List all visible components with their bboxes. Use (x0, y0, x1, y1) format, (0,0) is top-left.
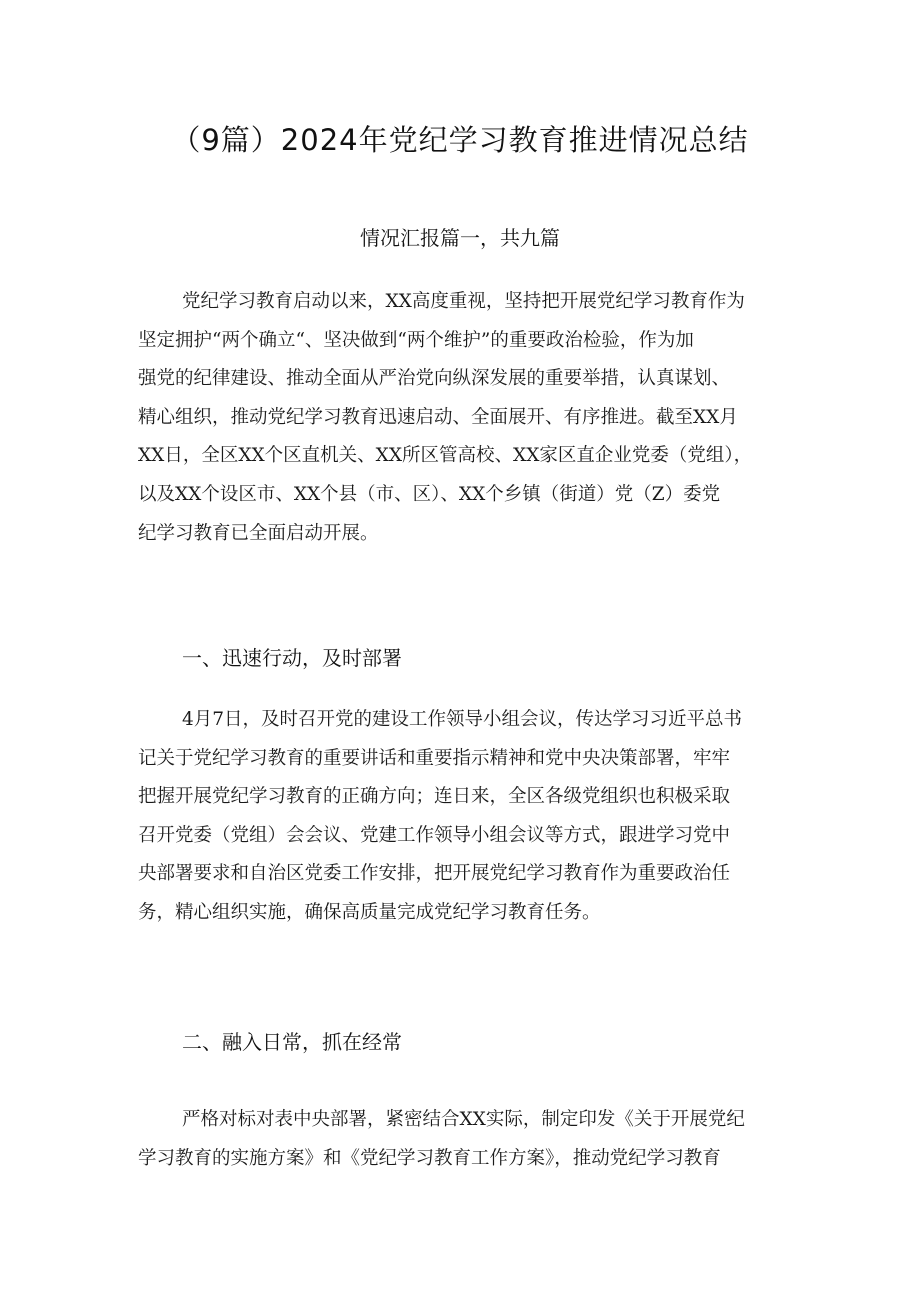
section-1-heading: 一、迅速行动，及时部署 (182, 646, 402, 670)
section-1-line: 4月7日，及时召开党的建设工作领导小组会议，传达学习习近平总书 (182, 709, 743, 730)
section-1-paragraph (138, 701, 798, 933)
intro-line: XX日，全区XX个区直机关、XX所区管高校、XX家区直企业党委（党组）， (138, 445, 753, 467)
section-1-line: 把握开展党纪学习教育的正确方向；连日来，全区各级党组织也积极采取 (138, 786, 731, 808)
section-2-line: 严格对标对表中央部署，紧密结合XX实际，制定印发《关于开展党纪 (182, 1109, 745, 1130)
section-2-heading: 二、融入日常，抓在经常 (182, 1030, 402, 1054)
section-2-paragraph (138, 1101, 798, 1178)
document-subtitle: 情况汇报篇一，共九篇 (360, 226, 560, 250)
section-2-line: 学习教育的实施方案》和《党纪学习教育工作方案》，推动党纪学习教育 (138, 1147, 721, 1169)
section-1-line: 央部署要求和自治区党委工作安排，把开展党纪学习教育作为重要政治任 (138, 863, 731, 885)
intro-line: 坚定拥护“两个确立“、坚决做到“两个维护”的重要政治检验，作为加 (138, 329, 694, 351)
section-1-line: 记关于党纪学习教育的重要讲话和重要指示精神和党中央决策部署，牢牢 (138, 747, 731, 769)
section-1-line: 务，精心组织实施，确保高质量完成党纪学习教育任务。 (138, 901, 601, 923)
section-1-line: 召开党委（党组）会会议、党建工作领导小组会议等方式，跟进学习党中 (138, 824, 731, 846)
intro-line: 纪学习教育已全面启动开展。 (138, 522, 379, 544)
intro-line: 强党的纪律建设、推动全面从严治党向纵深发展的重要举措，认真谋划、 (138, 368, 731, 390)
document-title: （9篇）2024年党纪学习教育推进情况总结 (171, 123, 749, 157)
intro-line: 精心组织，推动党纪学习教育迅速启动、全面展开、有序推进。截至XX月 (138, 406, 738, 428)
intro-line: 党纪学习教育启动以来，XX高度重视，坚持把开展党纪学习教育作为 (182, 291, 745, 312)
intro-paragraph (138, 283, 798, 553)
intro-line: 以及XX个设区市、XX个县（市、区）、XX个乡镇（街道）党（Z）委党 (138, 483, 721, 505)
